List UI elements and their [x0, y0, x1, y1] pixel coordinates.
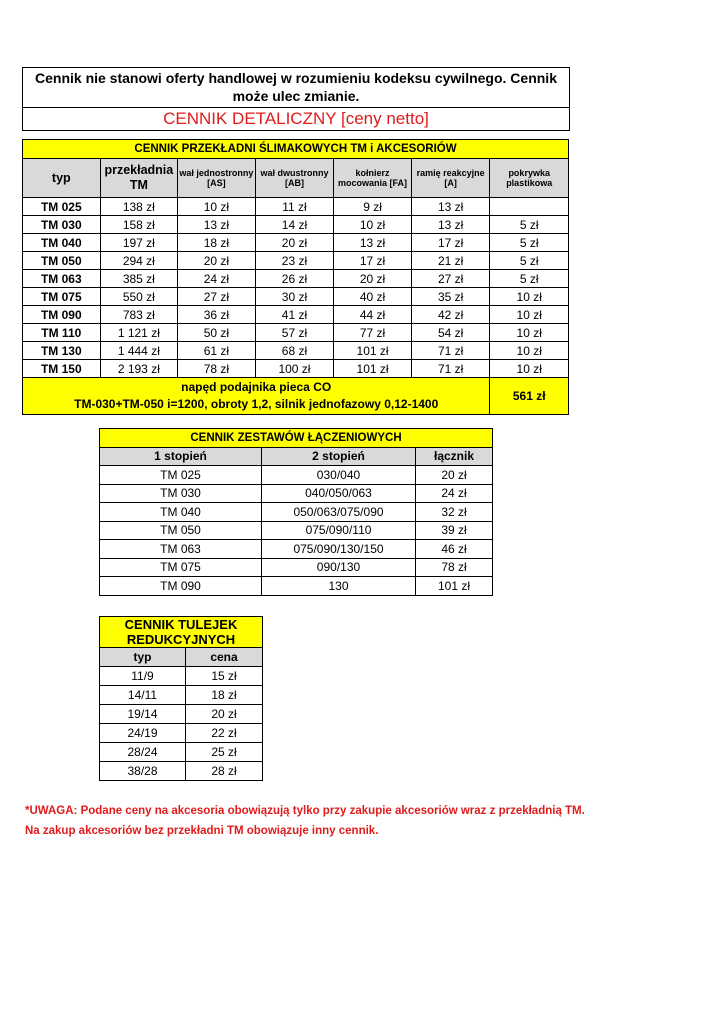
table-cell: TM 110 — [23, 324, 101, 342]
table-row — [100, 558, 493, 577]
table-cell: 40 zł — [334, 288, 412, 306]
table-cell: TM 090 — [23, 306, 101, 324]
table-cell: 24 zł — [416, 484, 493, 503]
table-row — [100, 540, 493, 559]
table-cell: 9 zł — [334, 198, 412, 216]
table-cell: 32 zł — [416, 503, 493, 522]
table-cell: 101 zł — [334, 342, 412, 360]
table-cell: 57 zł — [255, 324, 334, 342]
table-cell: 550 zł — [100, 288, 178, 306]
gearbox-table-caption: CENNIK PRZEKŁADNI ŚLIMAKOWYCH TM i AKCESORIÓW — [23, 140, 569, 159]
table-cell: 38/28 — [100, 762, 186, 781]
table-cell: 39 zł — [416, 521, 493, 540]
table-row — [100, 667, 263, 686]
table-cell: 100 zł — [255, 360, 334, 378]
table-cell: 17 zł — [334, 252, 412, 270]
table-cell: 25 zł — [186, 743, 263, 762]
table-cell — [490, 198, 569, 216]
table-cell: 30 zł — [255, 288, 334, 306]
column-header: ramię reakcyjne [A] — [411, 159, 490, 198]
column-header: wał dwustronny [AB] — [255, 159, 334, 198]
table-row — [100, 521, 493, 540]
table-row — [23, 324, 569, 342]
table-cell: 5 zł — [490, 252, 569, 270]
table-cell: 36 zł — [178, 306, 256, 324]
table-cell: 13 zł — [411, 216, 490, 234]
table-cell: 13 zł — [411, 198, 490, 216]
table-row — [100, 577, 493, 596]
table-cell: 138 zł — [100, 198, 178, 216]
table-cell: 20 zł — [416, 466, 493, 485]
table-cell: 075/090/130/150 — [262, 540, 416, 559]
table-cell: 35 zł — [411, 288, 490, 306]
table-cell: 20 zł — [178, 252, 256, 270]
table-row — [100, 762, 263, 781]
table-row — [23, 198, 569, 216]
table-cell: 130 — [262, 577, 416, 596]
table-cell: 24 zł — [178, 270, 256, 288]
column-header: pokrywka plastikowa — [490, 159, 569, 198]
table-cell: 10 zł — [490, 288, 569, 306]
table-row — [100, 466, 493, 485]
table-cell: 54 zł — [411, 324, 490, 342]
table-cell: TM 025 — [100, 466, 262, 485]
table-cell: 22 zł — [186, 724, 263, 743]
table-cell: 27 zł — [411, 270, 490, 288]
table-cell: TM 150 — [23, 360, 101, 378]
page-title: CENNIK DETALICZNY [ceny netto] — [163, 109, 429, 128]
table-cell: 42 zł — [411, 306, 490, 324]
column-header: 1 stopień — [100, 447, 262, 466]
table-cell: 71 zł — [411, 342, 490, 360]
feeder-drive-description — [23, 378, 490, 415]
table-cell: 385 zł — [100, 270, 178, 288]
table-cell: 77 zł — [334, 324, 412, 342]
table-cell: 101 zł — [334, 360, 412, 378]
table-row — [23, 288, 569, 306]
table-cell: 23 zł — [255, 252, 334, 270]
column-header: wał jednostronny [AS] — [178, 159, 256, 198]
feeder-drive-price: 561 zł — [490, 378, 569, 415]
table-cell: 20 zł — [255, 234, 334, 252]
table-cell: 2 193 zł — [100, 360, 178, 378]
table-cell: 075/090/110 — [262, 521, 416, 540]
table-cell: 61 zł — [178, 342, 256, 360]
table-row — [23, 342, 569, 360]
table-cell: 13 zł — [334, 234, 412, 252]
accessory-warning — [25, 801, 585, 841]
table-cell: TM 050 — [100, 521, 262, 540]
table-cell: 5 zł — [490, 216, 569, 234]
table-cell: TM 025 — [23, 198, 101, 216]
table-cell: 41 zł — [255, 306, 334, 324]
table-cell: TM 050 — [23, 252, 101, 270]
table-cell: 78 zł — [416, 558, 493, 577]
table-cell: 50 zł — [178, 324, 256, 342]
table-cell: TM 130 — [23, 342, 101, 360]
column-header: typ — [23, 159, 101, 198]
table-row — [23, 306, 569, 324]
warning-line1: *UWAGA: Podane ceny na akcesoria obowiązują tylko przy zakupie akcesoriów wraz z przekładnią TM. — [25, 805, 585, 817]
table-cell: 26 zł — [255, 270, 334, 288]
table-cell: 14 zł — [255, 216, 334, 234]
table-cell: 46 zł — [416, 540, 493, 559]
column-header: cena — [186, 648, 263, 667]
table-cell: 28 zł — [186, 762, 263, 781]
table-row — [23, 270, 569, 288]
table-cell: 17 zł — [411, 234, 490, 252]
table-cell: 11/9 — [100, 667, 186, 686]
sleeves-table-caption: CENNIK TULEJEK REDUKCYJNYCH — [100, 617, 263, 648]
table-cell: 030/040 — [262, 466, 416, 485]
table-cell: 10 zł — [490, 306, 569, 324]
table-cell: 13 zł — [178, 216, 256, 234]
table-cell: 1 444 zł — [100, 342, 178, 360]
column-header: kołnierz mocowania [FA] — [334, 159, 412, 198]
table-cell: 158 zł — [100, 216, 178, 234]
table-cell: TM 040 — [100, 503, 262, 522]
table-cell: 24/19 — [100, 724, 186, 743]
table-row — [100, 686, 263, 705]
table-row — [23, 216, 569, 234]
table-row — [100, 743, 263, 762]
sets-table-caption: CENNIK ZESTAWÓW ŁĄCZENIOWYCH — [100, 429, 493, 448]
table-cell: 44 zł — [334, 306, 412, 324]
feeder-drive-line2: TM-030+TM-050 i=1200, obroty 1,2, silnik jednofazowy 0,12-1400 — [74, 397, 439, 411]
column-header: typ — [100, 648, 186, 667]
table-cell: TM 075 — [23, 288, 101, 306]
table-row — [100, 503, 493, 522]
table-cell: 197 zł — [100, 234, 178, 252]
reduction-sleeves-table — [99, 616, 263, 781]
table-cell: 10 zł — [490, 324, 569, 342]
feeder-drive-line1: napęd podajnika pieca CO — [181, 380, 332, 394]
table-cell: 294 zł — [100, 252, 178, 270]
table-cell: 21 zł — [411, 252, 490, 270]
table-cell: TM 063 — [23, 270, 101, 288]
table-cell: 5 zł — [490, 234, 569, 252]
gearbox-price-table — [22, 139, 569, 415]
table-row — [23, 234, 569, 252]
disclaimer-notice: Cennik nie stanowi oferty handlowej w rozumieniu kodeksu cywilnego. Cennik może ulec zmianie. — [23, 68, 569, 108]
warning-line2: Na zakup akcesoriów bez przekładni TM obowiązuje inny cennik. — [25, 825, 379, 837]
table-cell: TM 063 — [100, 540, 262, 559]
table-cell: 101 zł — [416, 577, 493, 596]
table-cell: 20 zł — [186, 705, 263, 724]
table-row — [100, 724, 263, 743]
table-cell: 090/130 — [262, 558, 416, 577]
table-cell: 28/24 — [100, 743, 186, 762]
table-cell: TM 030 — [100, 484, 262, 503]
table-cell: 68 zł — [255, 342, 334, 360]
table-row — [23, 252, 569, 270]
table-cell: 78 zł — [178, 360, 256, 378]
table-cell: 10 zł — [490, 342, 569, 360]
table-cell: 20 zł — [334, 270, 412, 288]
table-cell: TM 075 — [100, 558, 262, 577]
table-cell: 10 zł — [490, 360, 569, 378]
table-cell: 783 zł — [100, 306, 178, 324]
table-cell: 18 zł — [186, 686, 263, 705]
column-header: 2 stopień — [262, 447, 416, 466]
table-row — [100, 484, 493, 503]
table-cell: 1 121 zł — [100, 324, 178, 342]
table-cell: 10 zł — [334, 216, 412, 234]
column-header: przekładnia TM — [100, 159, 178, 198]
table-cell: 14/11 — [100, 686, 186, 705]
table-cell: 19/14 — [100, 705, 186, 724]
table-cell: 5 zł — [490, 270, 569, 288]
table-cell: 15 zł — [186, 667, 263, 686]
table-cell: 050/063/075/090 — [262, 503, 416, 522]
table-cell: 18 zł — [178, 234, 256, 252]
table-cell: 27 zł — [178, 288, 256, 306]
coupling-sets-table — [99, 428, 493, 596]
table-cell: TM 030 — [23, 216, 101, 234]
header-box — [22, 67, 570, 131]
table-cell: TM 090 — [100, 577, 262, 596]
table-cell: 71 zł — [411, 360, 490, 378]
table-cell: 11 zł — [255, 198, 334, 216]
table-row — [23, 360, 569, 378]
column-header: łącznik — [416, 447, 493, 466]
table-cell: TM 040 — [23, 234, 101, 252]
table-row — [100, 705, 263, 724]
table-cell: 10 zł — [178, 198, 256, 216]
table-cell: 040/050/063 — [262, 484, 416, 503]
